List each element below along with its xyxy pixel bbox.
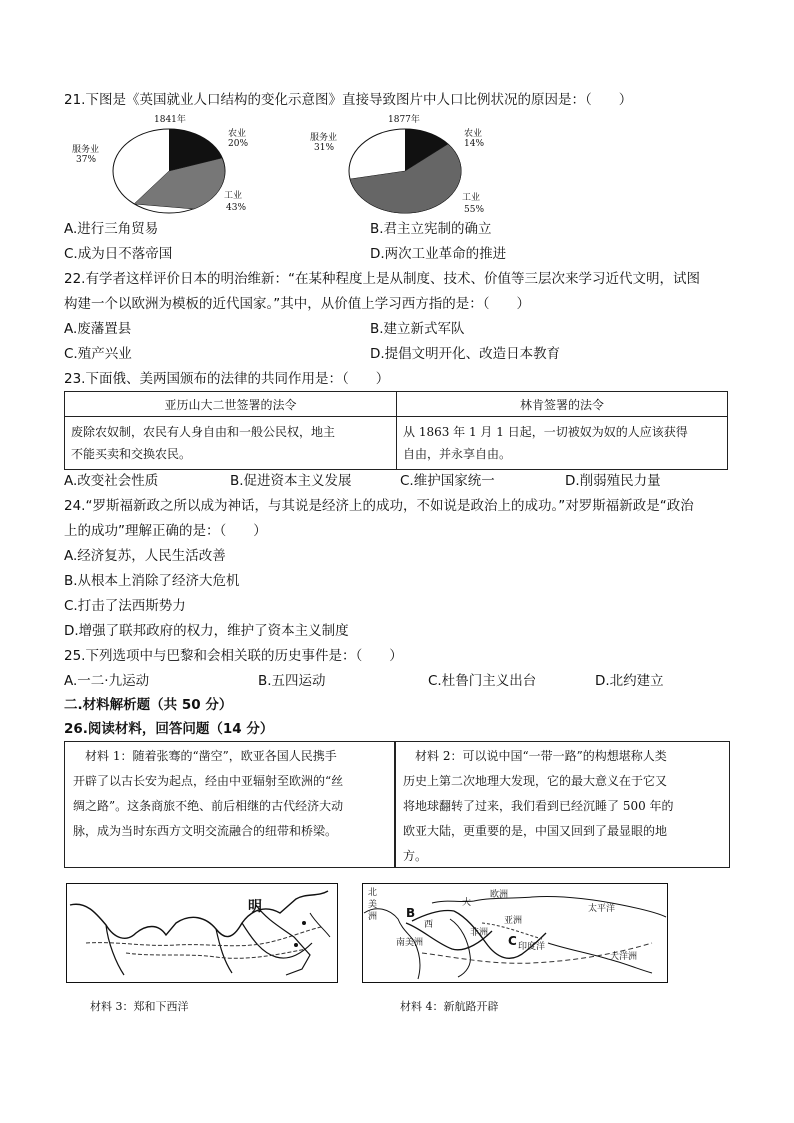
pie-1841-industry-label: 工业: [224, 191, 243, 201]
q25-option-a: A.一二·九运动: [64, 673, 150, 689]
pie-chart-1877: [300, 114, 500, 216]
map-caption-material-3: 材料 3：郑和下西洋: [90, 1000, 189, 1013]
q23-table-header-russia: 亚历山大二世签署的法令: [65, 392, 397, 417]
pie-1877-industry-pct: 55%: [464, 205, 485, 215]
q24-option-b: B.从根本上消除了经济大危机: [64, 573, 240, 589]
q25-option-b: B.五四运动: [258, 673, 326, 689]
q23-option-b: B.促进资本主义发展: [230, 473, 352, 489]
map2-label-bei: 北: [368, 888, 378, 898]
q23-option-a: A.改变社会性质: [64, 473, 159, 489]
q22-stem-line2: 构建一个以欧洲为模板的近代国家。”其中，从价值上学习西方指的是：（ ）: [64, 296, 530, 312]
pie-1877-service-label: 服务业: [310, 133, 338, 143]
q23-stem: 23.下面俄、美两国颁布的法律的共同作用是：（ ）: [64, 371, 390, 387]
map-caption-material-4: 材料 4：新航路开辟: [400, 1000, 499, 1013]
q26-material-2-box: [394, 741, 730, 868]
q23-option-d: D.削弱殖民力量: [565, 473, 661, 489]
pie-1877-year: 1877年: [388, 115, 420, 125]
map2-label-oceania: 大洋洲: [610, 952, 638, 962]
map2-marker-b: B: [406, 906, 416, 920]
pie-1841-year: 1841年: [154, 115, 186, 125]
q24-option-a: A.经济复苏，人民生活改善: [64, 548, 226, 564]
q23-option-c: C.维护国家统一: [400, 473, 495, 489]
material-2-line-2: 历史上第二次地理大发现，它的最大意义在于它又: [403, 774, 668, 788]
q21-option-a: A.进行三角贸易: [64, 221, 159, 237]
q26-title: 26.阅读材料，回答问题（14 分）: [64, 721, 274, 737]
material-1-line-3: 绸之路”。这条商旅不绝、前后相继的古代经济大动: [73, 799, 344, 813]
q25-option-d: D.北约建立: [595, 673, 664, 689]
map2-label-xi: 西: [424, 920, 434, 930]
material-2-line-3: 将地球翻转了过来，我们看到已经沉睡了 500 年的: [403, 799, 674, 813]
q22-option-a: A.废藩置县: [64, 321, 132, 337]
map2-label-africa: 非洲: [470, 928, 489, 938]
q21-option-d: D.两次工业革命的推进: [370, 246, 507, 262]
material-2-line-5: 方。: [403, 849, 428, 863]
q21-option-c: C.成为日不落帝国: [64, 246, 173, 262]
section-2-title: 二.材料解析题（共 50 分）: [64, 697, 233, 713]
pie-chart-1841: [64, 114, 264, 216]
q23-table-cell-russia: 废除农奴制，农民有人身自由和一般公民权，地主 不能买卖和交换农民。: [65, 417, 397, 470]
q24-option-d: D.增强了联邦政府的权力，维护了资本主义制度: [64, 623, 349, 639]
material-1-line-4: 脉，成为当时东西方文明交流融合的纽带和桥梁。: [73, 824, 338, 838]
pie-1841-agri-pct: 20%: [228, 139, 249, 149]
pie-1877-agri-pct: 14%: [464, 139, 485, 149]
pie-1877-agri-label: 农业: [464, 129, 483, 139]
map2-label-asia: 亚洲: [504, 916, 523, 926]
map2-label-zhou: 洲: [368, 912, 378, 922]
q23-table-cell-usa: 从 1863 年 1 月 1 日起，一切被奴为奴的人应该获得 自由，并永享自由。: [397, 417, 728, 470]
q24-option-c: C.打击了法西斯势力: [64, 598, 186, 614]
pie-1841-industry-pct: 43%: [226, 203, 247, 213]
map-zheng-he-voyages: [66, 883, 338, 983]
map2-label-pacific: 太平洋: [588, 904, 616, 914]
material-2-line-4: 欧亚大陆，更重要的是，中国又回到了最显眼的地: [403, 824, 668, 838]
map2-label-mei: 美: [368, 900, 378, 910]
material-2-line-1: 材料 2：可以说中国“一带一路”的构想堪称人类: [403, 749, 667, 763]
q22-stem-line1: 22.有学者这样评价日本的明治维新：“在某种程度上是从制度、技术、价值等三层次来学习近代文明，试图: [64, 271, 700, 287]
map2-marker-c: C: [508, 934, 517, 948]
q22-option-d: D.提倡文明开化、改造日本教育: [370, 346, 561, 362]
q22-option-c: C.殖产兴业: [64, 346, 132, 362]
pie-1841-agri-label: 农业: [228, 129, 247, 139]
map-new-sea-routes: [362, 883, 668, 983]
q21-option-b: B.君主立宪制的确立: [370, 221, 492, 237]
map2-label-da: 大: [462, 898, 472, 908]
pie-1841-service-pct: 37%: [76, 155, 97, 165]
q25-stem: 25.下列选项中与巴黎和会相关联的历史事件是：（ ）: [64, 648, 403, 664]
map2-label-indian-ocean: 印度洋: [518, 942, 546, 952]
pie-1877-service-pct: 31%: [314, 143, 335, 153]
material-1-line-1: 材料 1：随着张骞的“凿空”，欧亚各国人民携手: [73, 749, 337, 763]
q26-material-1-box: [64, 741, 396, 868]
map2-label-south-america: 南美洲: [396, 938, 424, 948]
q23-law-table: [64, 391, 728, 470]
q21-stem: 21.下图是《英国就业人口结构的变化示意图》直接导致图片中人口比例状况的原因是：（ ）: [64, 92, 633, 108]
material-1-line-2: 开辟了以古长安为起点，经由中亚辐射至欧洲的“丝: [73, 774, 344, 788]
q24-stem-line2: 上的成功”理解正确的是：（ ）: [64, 523, 267, 539]
q24-stem-line1: 24.“罗斯福新政之所以成为神话，与其说是经济上的成功，不如说是政治上的成功。”对罗斯福新政是“政治: [64, 498, 694, 514]
q22-option-b: B.建立新式军队: [370, 321, 465, 337]
pie-1877-industry-label: 工业: [462, 193, 481, 203]
q23-table-header-usa: 林肯签署的法令: [397, 392, 728, 417]
map-ming-label: 明: [248, 899, 262, 915]
map2-label-europe: 欧洲: [490, 890, 509, 900]
pie-1841-service-label: 服务业: [72, 145, 100, 155]
q25-option-c: C.杜鲁门主义出台: [428, 673, 537, 689]
